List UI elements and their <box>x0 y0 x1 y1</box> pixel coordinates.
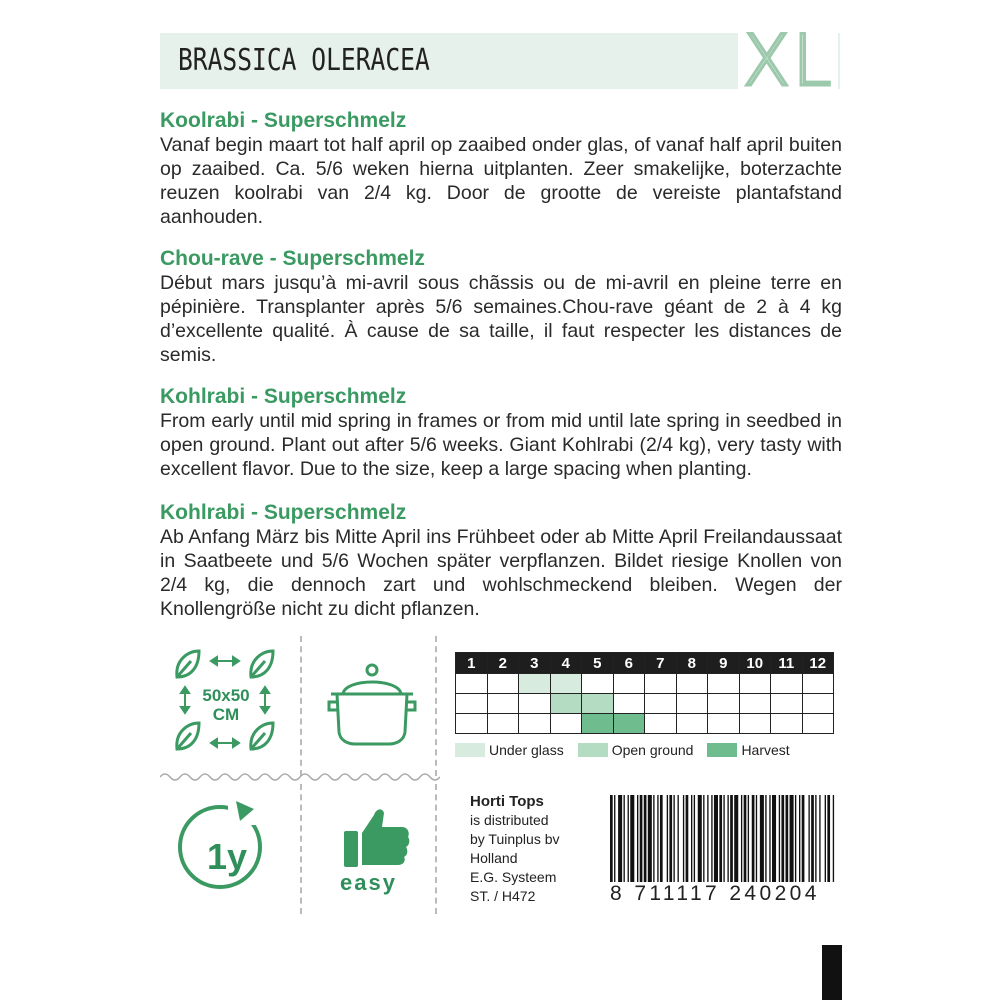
calendar-cell <box>676 694 708 714</box>
legend-label: Open ground <box>611 742 694 758</box>
calendar-cell <box>487 674 519 694</box>
section-german <box>160 501 842 621</box>
calendar-cell <box>676 674 708 694</box>
calendar-header-row <box>456 653 834 674</box>
section-body: Ab Anfang März bis Mitte April ins Frühbeet oder ab Mitte April Freilandaussaat in Saatbeete und 5/6 Wochen später verpflanzen. Bildet riesige Knollen von 2/4 kg, die dennoch zart und wohlschmeckend bleiben. Wegen der Knollengröße nicht zu dicht pflanzen. <box>160 526 842 620</box>
species-name: BRASSICA OLERACEA <box>178 43 430 78</box>
calendar-cell <box>771 694 803 714</box>
calendar-cell <box>802 714 834 734</box>
calendar-cell <box>645 674 677 694</box>
calendar-cell <box>771 674 803 694</box>
size-badge-label: XL <box>742 20 834 102</box>
plant-spacing-label <box>196 686 256 724</box>
calendar-cell <box>708 694 740 714</box>
calendar-cell <box>613 674 645 694</box>
calendar-cell <box>582 694 614 714</box>
calendar-legend <box>455 742 798 758</box>
calendar-cell <box>802 694 834 714</box>
divider <box>435 636 437 776</box>
brand-name: Horti Tops <box>470 793 544 810</box>
calendar-cell <box>739 714 771 734</box>
legend-item-open-ground <box>578 742 694 758</box>
calendar-month-header: 1 <box>456 653 488 674</box>
legend-swatch <box>707 743 737 757</box>
thumbs-up-icon <box>342 805 412 870</box>
calendar-month-header: 7 <box>645 653 677 674</box>
section-body: From early until mid spring in frames or from mid until late spring in seedbed in open ground. Plant out after 5/6 weeks. Giant Kohlrabi (2/4 kg), very tasty with excellent flavor. Due to the size, keep a large spacing when planting. <box>160 410 842 480</box>
calendar-cell <box>708 714 740 734</box>
section-title: Koolrabi - Superschmelz <box>160 109 407 132</box>
divider <box>300 784 302 914</box>
calendar-cell <box>456 674 488 694</box>
size-badge <box>738 20 838 102</box>
section-body: Début mars jusqu’à mi-avril sous chãssis ou de mi-avril en pleine terre en pépinière. Transplanter après 5/6 semaines.Chou-rave géant de 2 à 4 kg d’excellente qualité. À cause de sa taille, il faut respecter les distances de semis. <box>160 272 842 366</box>
calendar-cell <box>613 714 645 734</box>
calendar-cell <box>519 714 551 734</box>
calendar-month-header: 10 <box>739 653 771 674</box>
barcode-number: 8 711117 240204 <box>608 882 842 906</box>
divider <box>435 784 437 914</box>
section-title: Kohlrabi - Superschmelz <box>160 501 407 524</box>
calendar-month-header: 12 <box>802 653 834 674</box>
legend-label: Harvest <box>741 742 790 758</box>
calendar-cell <box>802 674 834 694</box>
distributor-line: Holland <box>470 850 518 866</box>
plant-spacing-value: 50x50 <box>202 686 250 705</box>
annual-lifecycle-label: 1y <box>206 836 248 877</box>
calendar-cell <box>550 714 582 734</box>
calendar-cell <box>519 694 551 714</box>
calendar-month-header: 8 <box>676 653 708 674</box>
calendar-cell <box>456 694 488 714</box>
legend-label: Under glass <box>489 742 564 758</box>
calendar-cell <box>708 674 740 694</box>
section-dutch <box>160 109 842 229</box>
section-body: Vanaf begin maart tot half april op zaaibed onder glas, of vanaf half april buiten op zaaibed. Ca. 5/6 weken hierna uitplanten. Zeer smakelijke, boterzachte reuzen koolrabi van 2/4 kg. Door de grootte de vereiste plantafstand aanhouden. <box>160 134 842 228</box>
calendar-cell <box>550 674 582 694</box>
calendar-cell <box>487 694 519 714</box>
calendar-cell <box>582 674 614 694</box>
wavy-divider <box>160 770 440 784</box>
legend-swatch <box>578 743 608 757</box>
legend-item-under-glass <box>455 742 564 758</box>
divider <box>300 636 302 776</box>
calendar-cell <box>739 674 771 694</box>
calendar-cell <box>487 714 519 734</box>
calendar-month-header: 3 <box>519 653 551 674</box>
calendar-cell <box>519 674 551 694</box>
black-strip <box>822 945 842 1000</box>
calendar-cell <box>613 694 645 714</box>
calendar-cell <box>771 714 803 734</box>
distributor-line: ST. / H472 <box>470 888 536 904</box>
calendar-cell <box>582 714 614 734</box>
difficulty-label: easy <box>340 870 397 895</box>
calendar-cell <box>739 694 771 714</box>
cooking-pot-icon <box>325 660 420 750</box>
calendar-cell <box>550 694 582 714</box>
distributor-info <box>470 792 560 906</box>
sowing-calendar <box>455 652 834 734</box>
calendar-month-header: 9 <box>708 653 740 674</box>
calendar-cell <box>676 714 708 734</box>
distributor-line: E.G. Systeem <box>470 869 557 885</box>
calendar-cell <box>645 714 677 734</box>
legend-item-harvest <box>707 742 789 758</box>
plant-spacing-unit: CM <box>212 705 240 724</box>
calendar-row-open-ground <box>456 694 834 714</box>
section-title: Chou-rave - Superschmelz <box>160 247 425 270</box>
distributor-line: is distributed <box>470 812 549 828</box>
calendar-row-under-glass <box>456 674 834 694</box>
section-french <box>160 247 842 367</box>
section-english <box>160 385 842 481</box>
calendar-month-header: 6 <box>613 653 645 674</box>
calendar-cell <box>645 694 677 714</box>
calendar-month-header: 2 <box>487 653 519 674</box>
calendar-month-header: 5 <box>582 653 614 674</box>
calendar-cell <box>456 714 488 734</box>
distributor-line: by Tuinplus bv <box>470 831 560 847</box>
legend-swatch <box>455 743 485 757</box>
calendar-row-harvest <box>456 714 834 734</box>
section-title: Kohlrabi - Superschmelz <box>160 385 407 408</box>
calendar-month-header: 11 <box>771 653 803 674</box>
calendar-month-header: 4 <box>550 653 582 674</box>
